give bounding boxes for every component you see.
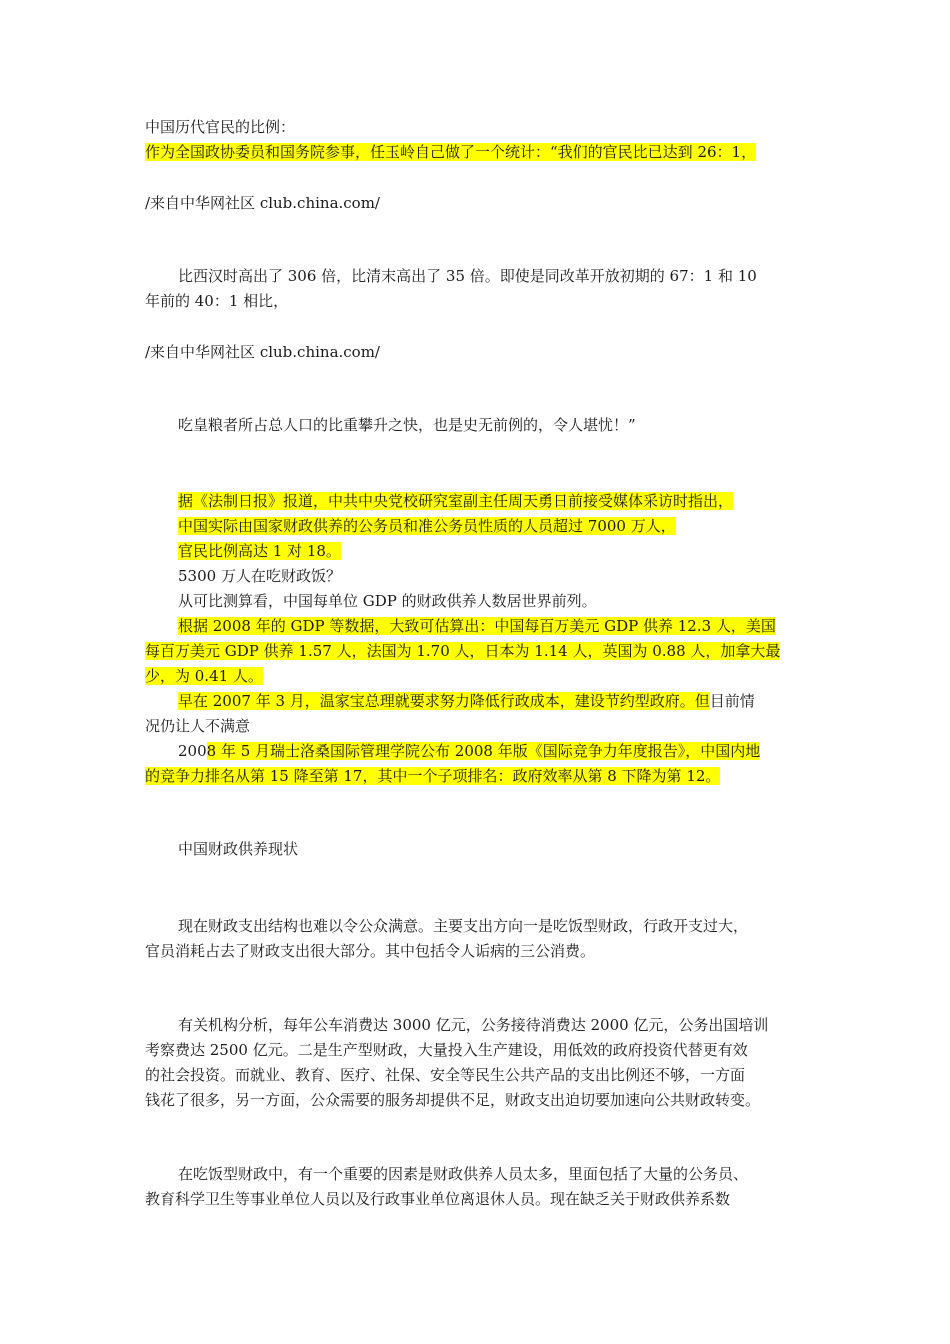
highlighted-text: 官民比例高达 1 对 18。: [178, 542, 341, 560]
highlighted-text: 的竞争力排名从第 15 降至第 17，其中一个子项排名：政府效率从第 8 下降为第 12。: [145, 767, 721, 785]
paragraph-line: 比西汉时高出了 306 倍，比清末高出了 35 倍。即使是同改革开放初期的 67：1 和 10: [178, 267, 757, 285]
paragraph-line: 况仍让人不满意: [145, 717, 251, 735]
paragraph-line: 考察费达 2500 亿元。二是生产型财政，大量投入生产建设，用低效的政府投资代替更有效: [145, 1041, 748, 1059]
plain-text: 目前情: [709, 692, 755, 710]
paragraph-line: [178, 490, 810, 512]
paragraph-line: 官员消耗占去了财政支出很大部分。其中包括令人诟病的三公消费。: [145, 942, 596, 960]
plain-text: 200: [178, 742, 207, 760]
paragraph-line: [145, 141, 810, 163]
paragraph-line: [145, 665, 810, 687]
paragraph-line: [178, 740, 810, 762]
highlighted-text: 作为全国政协委员和国务院参事，任玉岭自己做了一个统计：“我们的官民比已达到 26：1，: [145, 143, 757, 161]
paragraph-line: [178, 540, 810, 562]
highlighted-text: 每百万美元 GDP 供养 1.57 人，法国为 1.70 人，日本为 1.14 人，英国为 0.88 人，加拿大最: [145, 642, 781, 660]
highlighted-text: 根据 2008 年的 GDP 等数据，大致可估算出：中国每百万美元 GDP 供养 12.3 人，美国: [178, 617, 776, 635]
paragraph-line: 有关机构分析，每年公车消费达 3000 亿元，公务接待消费达 2000 亿元，公务出国培训: [178, 1016, 769, 1034]
paragraph-line: 5300 万人在吃财政饭？: [178, 567, 341, 585]
paragraph-line: [178, 615, 810, 637]
source-link[interactable]: /来自中华网社区 club.china.com/: [145, 194, 380, 212]
highlighted-text: 中国实际由国家财政供养的公务员和准公务员性质的人员超过 7000 万人，: [178, 517, 676, 535]
paragraph-line: 吃皇粮者所占总人口的比重攀升之快，也是史无前例的，令人堪忧！”: [178, 416, 636, 434]
highlighted-text: 据《法制日报》报道，中共中央党校研究室副主任周天勇日前接受媒体采访时指出，: [178, 492, 733, 510]
highlighted-text: 8 年 5 月瑞士洛桑国际管理学院公布 2008 年版《国际竞争力年度报告》，中国内地: [206, 742, 761, 760]
paragraph-line: [178, 690, 810, 712]
paragraph-line: [145, 640, 810, 662]
section-heading: 中国财政供养现状: [178, 840, 299, 858]
heading-official-ratio: 中国历代官民的比例：: [145, 118, 296, 136]
highlighted-text: 早在 2007 年 3 月，温家宝总理就要求努力降低行政成本，建设节约型政府。但: [178, 692, 710, 710]
source-link[interactable]: /来自中华网社区 club.china.com/: [145, 343, 380, 361]
paragraph-line: 从可比测算看，中国每单位 GDP 的财政供养人数居世界前列。: [178, 592, 597, 610]
paragraph-line: 钱花了很多，另一方面，公众需要的服务却提供不足，财政支出迫切要加速向公共财政转变。: [145, 1091, 761, 1109]
paragraph-line: [178, 515, 810, 537]
highlighted-text: 少，为 0.41 人。: [145, 667, 263, 685]
paragraph-line: 年前的 40：1 相比，: [145, 292, 289, 310]
paragraph-line: 现在财政支出结构也难以令公众满意。主要支出方向一是吃饭型财政，行政开支过大，: [178, 917, 749, 935]
paragraph-line: 的社会投资。而就业、教育、医疗、社保、安全等民生公共产品的支出比例还不够，一方面: [145, 1066, 746, 1084]
paragraph-line: [145, 765, 810, 787]
paragraph-line: 教育科学卫生等事业单位人员以及行政事业单位离退休人员。现在缺乏关于财政供养系数: [145, 1190, 731, 1208]
paragraph-line: 在吃饭型财政中，有一个重要的因素是财政供养人员太多，里面包括了大量的公务员、: [178, 1165, 749, 1183]
